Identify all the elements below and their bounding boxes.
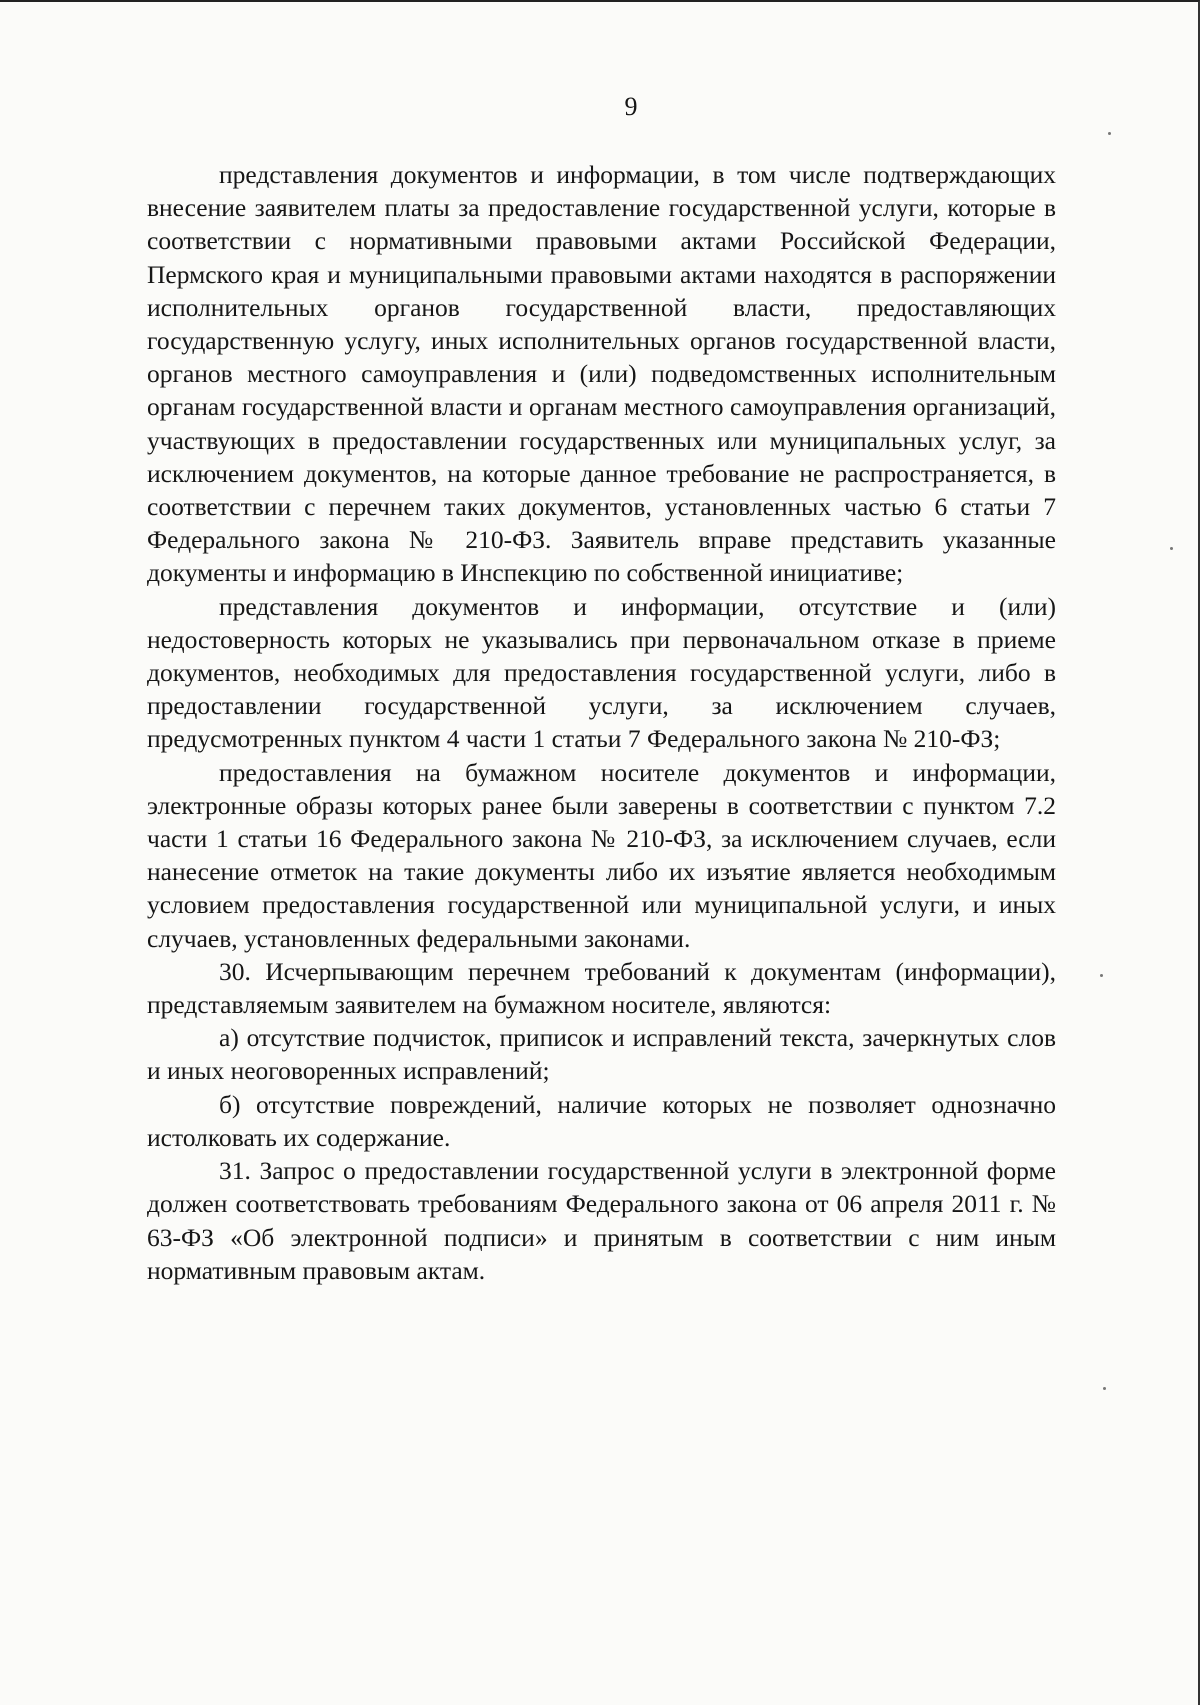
- body-text: [147, 158, 1056, 1287]
- paragraph-item-31: 31. Запрос о предоставлении государственной услуги в электронной форме должен соответствовать требованиям Федерального закона от 06 апреля 2011 г. № 63-ФЗ «Об электронной подписи» и принятым в соответствии с ним иным нормативным правовым актам.: [147, 1156, 1056, 1285]
- paragraph-item-30: 30. Исчерпывающим перечнем требований к документам (информации), представляемым заявителем на бумажном носителе, являются:: [147, 956, 1056, 1020]
- paragraph-missing-info: представления документов и информации, отсутствие и (или) недостоверность которых не указывались при первоначальном отказе в приеме документов, необходимых для предоставления государственной услуги, либо в предоставлении государственной услуги, за исключением случаев, предусмотренных пунктом 4 части 1 статьи 7 Федерального закона № 210-ФЗ;: [147, 591, 1056, 754]
- scan-speck: [1103, 1387, 1106, 1390]
- scan-speck: [1100, 974, 1103, 977]
- page-number: 9: [624, 92, 638, 121]
- paragraph-paper-documents: предоставления на бумажном носителе документов и информации, электронные образы которых ранее были заверены в соответствии с пунктом 7.2 части 1 статьи 16 Федерального закона № 210-ФЗ, за исключением случаев, если нанесение отметок на такие документы либо их изъятие является необходимым условием предоставления государственной или муниципальной услуги, и иных случаев, установленных федеральными законами.: [147, 757, 1056, 953]
- paragraph-documents-info: представления документов и информации, в том числе подтверждающих внесение заявителем платы за предоставление государственной услуги, которые в соответствии с нормативными правовыми актами Российской Федерации, Пермского края и муниципальными правовыми актами находятся в распоряжении исполнительных органов государственной власти, предоставляющих государственную услугу, иных исполнительных органов государственной власти, органов местного самоуправления и (или) подведомственных исполнительным органам государственной власти и органам местного самоуправления организаций, участвующих в предоставлении государственных или муниципальных услуг, за исключением документов, на которые данное требование не распространяется, в соответствии с перечнем таких документов, установленных частью 6 статьи 7 Федерального закона № 210-ФЗ. Заявитель вправе представить указанные документы и информацию в Инспекцию по собственной инициативе;: [147, 160, 1056, 588]
- paragraph-item-30-a: а) отсутствие подчисток, приписок и исправлений текста, зачеркнутых слов и иных неоговоренных исправлений;: [147, 1023, 1056, 1086]
- scan-speck: [1108, 132, 1111, 135]
- scan-speck: [1170, 547, 1173, 550]
- paragraph-item-30-b: б) отсутствие повреждений, наличие которых не позволяет однозначно истолковать их содержание.: [147, 1089, 1056, 1152]
